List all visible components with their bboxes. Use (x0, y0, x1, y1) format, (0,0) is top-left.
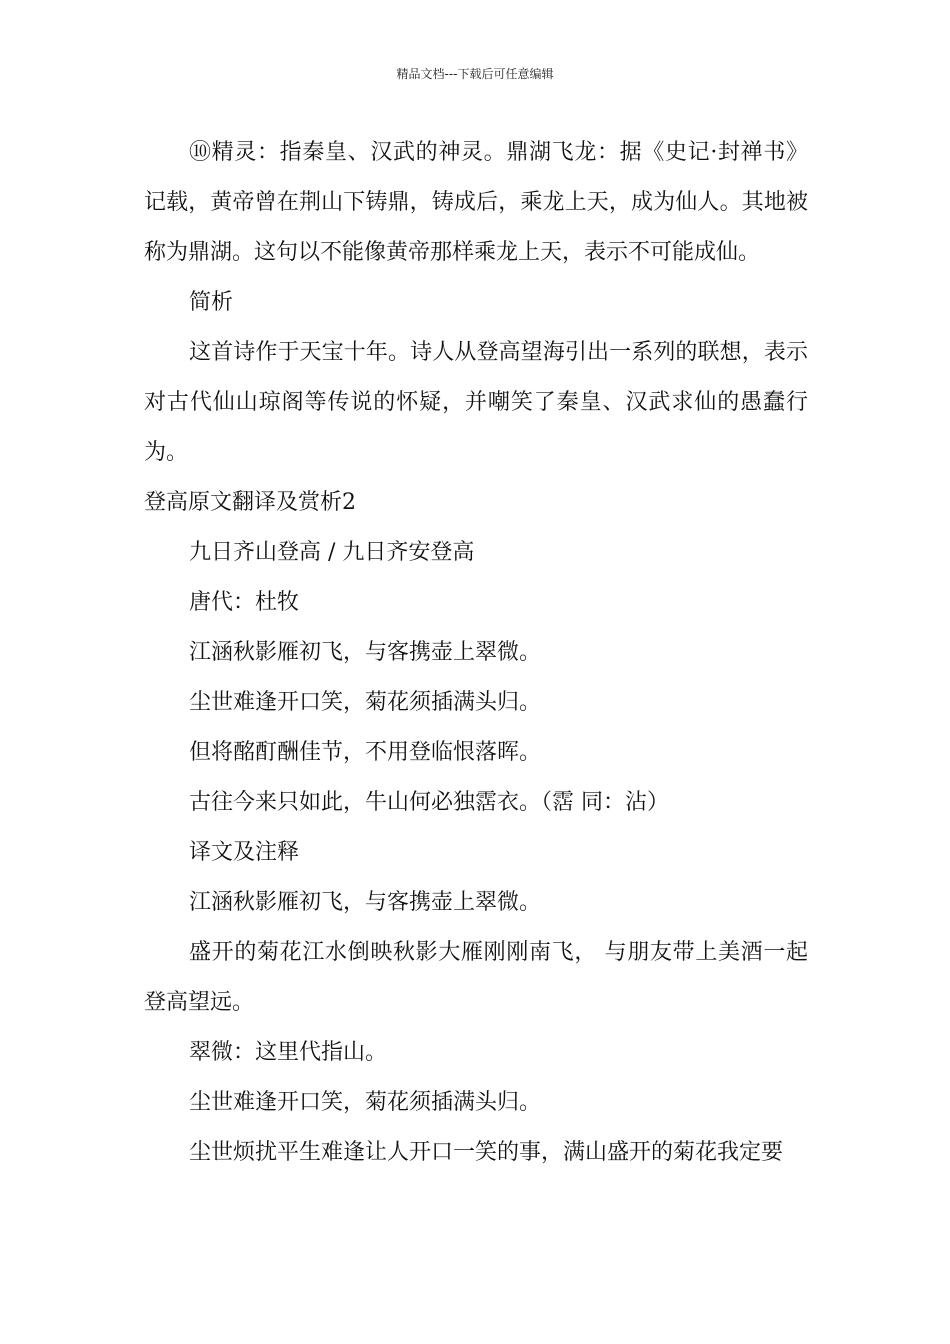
poem-title: 九日齐山登高 / 九日齐安登高 (189, 540, 475, 565)
page-header: 精品文档---下载后可任意编辑 (396, 67, 554, 81)
translation-text: 盛开的菊花江水倒映秋影大雁刚刚南飞， 与朋友带上美酒一起登高望远。 (144, 940, 808, 1015)
poem-line: 古往今来只如此，牛山何必独霑衣。（霑 同：沾） (189, 790, 669, 815)
annotation: 翠微：这里代指山。 (189, 1040, 388, 1065)
poem-line: 江涵秋影雁初飞，与客携壶上翠微。 (189, 640, 542, 665)
translation-source-line: 尘世难逢开口笑，菊花须插满头归。 (189, 1090, 542, 1115)
section-label-jianxi: 简析 (189, 290, 234, 315)
translation-source-line: 江涵秋影雁初飞，与客携壶上翠微。 (189, 890, 542, 915)
poem-line: 尘世难逢开口笑，菊花须插满头归。 (189, 690, 542, 715)
poem-line: 但将酩酊酬佳节，不用登临恨落晖。 (189, 740, 542, 765)
section-label-translation: 译文及注释 (189, 840, 300, 865)
paragraph-jianxi: 这首诗作于天宝十年。诗人从登高望海引出一系列的联想，表示对古代仙山琼阁等传说的怀疑，并嘲笑了秦皇、汉武求仙的愚蠢行为。 (144, 340, 808, 465)
section-heading: 登高原文翻译及赏析2 (144, 490, 356, 515)
translation-text: 尘世烦扰平生难逢让人开口一笑的事，满山盛开的菊花我定要 (189, 1140, 784, 1165)
document-body (144, 128, 808, 1178)
poem-author: 唐代：杜牧 (189, 590, 300, 615)
paragraph-note-jingling: ⑩精灵：指秦皇、汉武的神灵。鼎湖飞龙：据《史记·封禅书》记载，黄帝曾在荆山下铸鼎，铸成后，乘龙上天，成为仙人。其地被称为鼎湖。这句以不能像黄帝那样乘龙上天，表示不可能成仙。 (144, 140, 808, 265)
